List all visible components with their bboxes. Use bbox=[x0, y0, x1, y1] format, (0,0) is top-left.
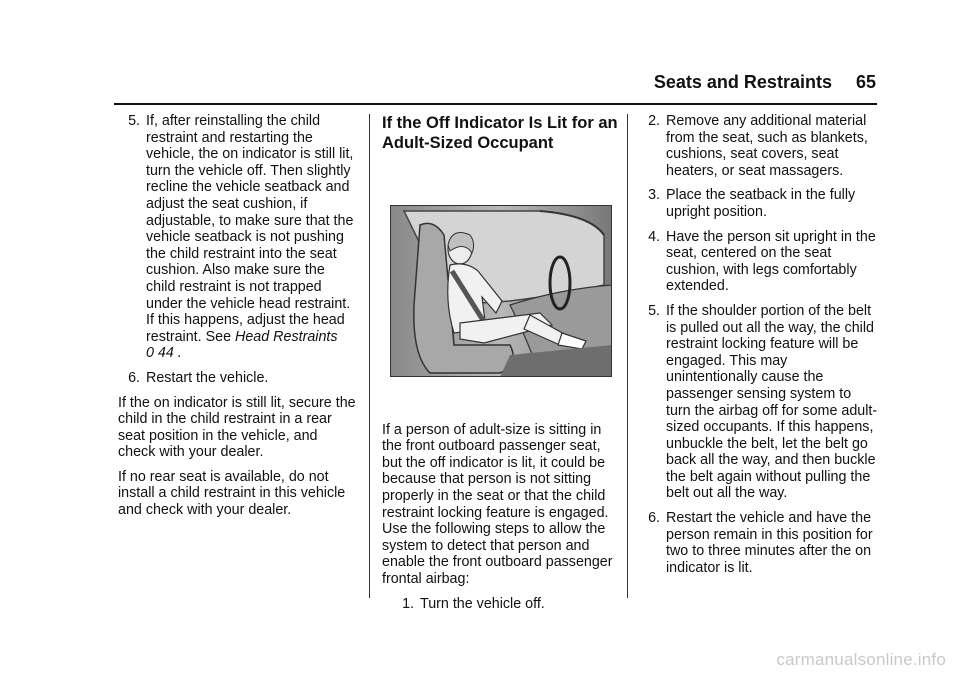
paragraph: If no rear seat is available, do not install a child restraint in this vehicle and check with your dealer. bbox=[118, 468, 346, 519]
item-body-2: If this happens, adjust the head restraint. See bbox=[146, 312, 345, 345]
item-text: Turn the vehicle off. bbox=[420, 595, 545, 612]
paragraph: If the on indicator is still lit, secure the child in the child restraint in a rear seat position in the vehicle, and check with your dealer. bbox=[118, 394, 356, 461]
column-middle bbox=[382, 113, 618, 620]
column-divider bbox=[369, 114, 370, 598]
list-item bbox=[638, 510, 878, 576]
item-number: 5. bbox=[648, 302, 660, 319]
column-right bbox=[638, 113, 878, 584]
page-number: 65 bbox=[855, 72, 876, 92]
item-text: Have the person sit upright in the seat, centered on the seat cushion, with legs comfortably extended. bbox=[666, 228, 876, 295]
page-header bbox=[654, 72, 876, 93]
item-body: If, after reinstalling the child restraint and restarting the vehicle, the on indicator is still lit, turn the vehicle off. Then slightly recline the vehicle seatback and adjust the seat cushion, if adjustable, to make sure that the vehicle seatback is not pushing the child restraint into the seat cushion. Also make sure the child restraint is not trapped under the vehicle head restraint. bbox=[146, 113, 354, 312]
list-item bbox=[118, 370, 358, 387]
column-divider bbox=[627, 114, 628, 598]
item-number: 2. bbox=[648, 113, 660, 129]
cross-reference-link[interactable]: Head Restraints bbox=[235, 328, 338, 345]
item-number: 3. bbox=[648, 187, 660, 204]
list-item bbox=[118, 113, 358, 362]
list-item bbox=[638, 303, 878, 502]
item-number: 4. bbox=[648, 228, 660, 245]
item-text: Restart the vehicle. bbox=[146, 369, 269, 386]
section-heading: If the Off Indicator Is Lit for an Adult-Sized Occupant bbox=[382, 114, 618, 152]
item-number: 6. bbox=[648, 510, 660, 527]
watermark: carmanualsonline.info bbox=[776, 650, 946, 669]
column-left bbox=[118, 113, 358, 527]
header-rule bbox=[114, 103, 877, 105]
list-item bbox=[638, 113, 878, 179]
page-reference[interactable]: 0 44 . bbox=[146, 345, 182, 362]
item-number: 6. bbox=[128, 369, 140, 386]
item-text: Remove any additional material from the seat, such as blankets, cushions, seat covers, seat heaters, or seat massagers. bbox=[666, 113, 868, 179]
list-item bbox=[638, 187, 878, 220]
item-text: Restart the vehicle and have the person remain in this position for two to three minutes after the on indicator is lit. bbox=[666, 510, 873, 576]
occupant-illustration bbox=[390, 205, 612, 377]
item-text: If the shoulder portion of the belt is pulled out all the way, the child restraint locking feature will be engaged. This may unintentionally cause the passenger sensing system to turn the airbag off for some adult-sized occupants. If this happens, unbuckle the belt, let the belt go back all the way, and then buckle the belt again without pulling the belt out all the way. bbox=[666, 302, 878, 502]
paragraph: If a person of adult-size is sitting in the front outboard passenger seat, but the off indicator is lit, it could be because that person is not sitting properly in the seat or that the child restraint locking feature is engaged. Use the following steps to allow the system to detect that person and enable the front outboard passenger frontal airbag: bbox=[382, 421, 613, 587]
list-item bbox=[638, 229, 878, 295]
item-text bbox=[146, 113, 358, 362]
item-number: 5. bbox=[128, 113, 140, 129]
list-item bbox=[392, 596, 618, 613]
item-text: Place the seatback in the fully upright position. bbox=[666, 187, 856, 220]
section-title: Seats and Restraints bbox=[653, 72, 832, 92]
item-number: 1. bbox=[402, 595, 414, 612]
